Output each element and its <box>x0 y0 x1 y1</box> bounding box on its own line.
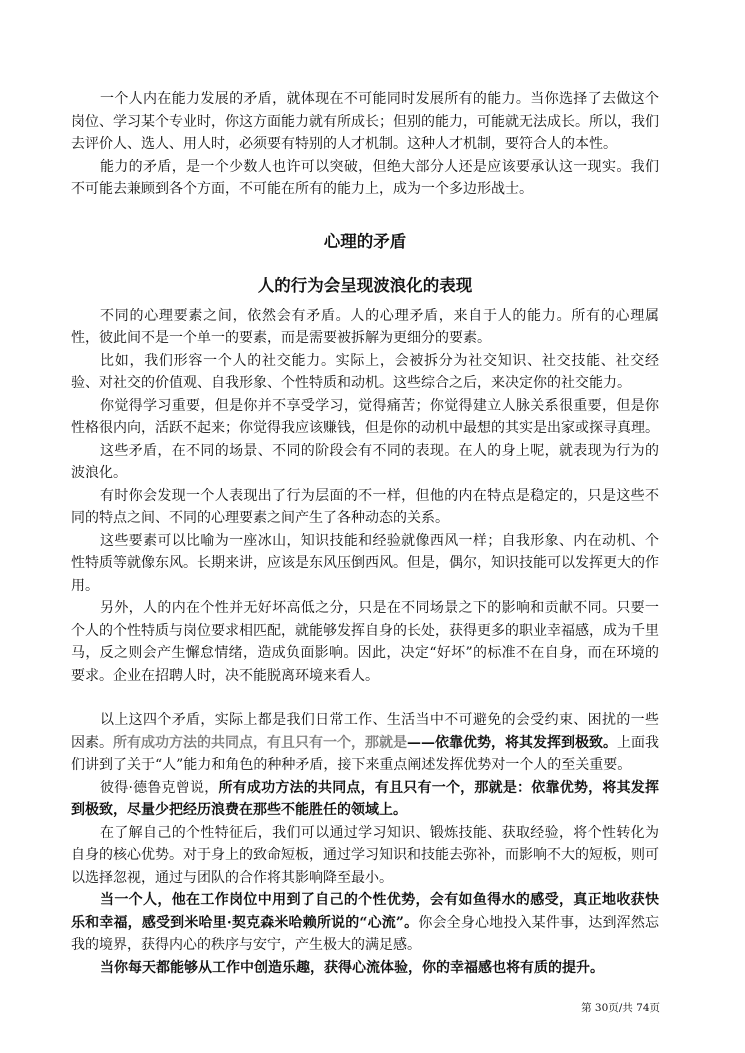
paragraph <box>71 709 659 777</box>
paragraph <box>71 889 659 957</box>
highlight-text: 所有成功方法的共同点，有且只有一个，那就是 <box>113 734 407 751</box>
paragraph <box>71 957 659 980</box>
bold-text: 当一个人，他在工作岗位中用到了自己的个性优势，会有如鱼得水的感受，真正地收获快乐和幸福，感受到米哈里·契克森米哈赖所说的“心流”。 <box>71 892 659 931</box>
document-body <box>71 88 659 979</box>
subsection-heading: 人的行为会呈现波浪化的表现 <box>257 275 473 295</box>
paragraph: 不同的心理要素之间，依然会有矛盾。人的心理矛盾，来自于人的能力。所有的心理属性，彼此间不是一个单一的要素，而是需要被拆解为更细分的要素。 <box>71 307 659 346</box>
text-run: 彼得·德鲁克曾说， <box>100 779 219 796</box>
paragraph: 这些要素可以比喻为一座冰山，知识技能和经验就像西风一样；自我形象、内在动机、个性特质等就像东风。长期来讲，应该是东风压倒西风。但是，偶尔，知识技能可以发挥更大的作用。 <box>71 532 659 594</box>
text-run: 以上这四个矛盾，实际上都是我们日常工作、生活当中不可避免的会受约束、困扰的一些因素。 <box>71 712 659 751</box>
paragraph: 你觉得学习重要，但是你并不享受学习，觉得痛苦；你觉得建立人脉关系很重要，但是你性格很内向，活跃不起来；你觉得我应该赚钱，但是你的动机中最想的其实是出家或探寻真理。 <box>71 397 659 436</box>
page-number: 第 30页/共 74页 <box>581 1002 660 1014</box>
paragraph: 另外，人的内在个性并无好坏高低之分，只是在不同场景之下的影响和贡献不同。只要一个人的个性特质与岗位要求相匹配，就能够发挥自身的长处，获得更多的职业幸福感，成为千里马，反之则会产生懈怠情绪，造成负面影响。因此，决定“好坏”的标准不在自身，而在环境的要求。企业在招聘人时，决不能脱离环境来看人。 <box>71 600 659 684</box>
paragraph: 一个人内在能力发展的矛盾，就体现在不可能同时发展所有的能力。当你选择了去做这个岗位、学习某个专业时，你这方面能力就有所成长；但别的能力，可能就无法成长。所以，我们去评价人、选人、用人时，必须要有特别的人才机制。这种人才机制，要符合人的本性。 <box>71 91 659 152</box>
paragraph: 有时你会发现一个人表现出了行为层面的不一样，但他的内在特点是稳定的，只是这些不同的特点之间、不同的心理要素之间产生了各种动态的关系。 <box>71 487 659 526</box>
paragraph <box>71 777 659 822</box>
paragraph: 这些矛盾，在不同的场景、不同的阶段会有不同的表现。在人的身上呢，就表现为行为的波浪化。 <box>71 442 659 481</box>
text-run: 你会全身心地投入某件事，达到浑然忘我的境界，获得内心的秩序与安宁，产生极大的满足感。 <box>71 914 659 953</box>
paragraph: 能力的矛盾，是一个少数人也许可以突破，但绝大部分人还是应该要承认这一现实。我们不可能去兼顾到各个方面，不可能在所有的能力上，成为一个多边形战士。 <box>71 158 659 197</box>
text-run: 上面我们讲到了关于“人”能力和角色的种种矛盾，接下来重点阐述发挥优势对一个人的至关重要。 <box>71 734 659 773</box>
bold-text: 所有成功方法的共同点，有且只有一个，那就是：依靠优势，将其发挥到极致，尽量少把经历浪费在那些不能胜任的领域上。 <box>71 779 660 818</box>
section-heading: 心理的矛盾 <box>323 231 407 251</box>
paragraph: 比如，我们形容一个人的社交能力。实际上，会被拆分为社交知识、社交技能、社交经验、对社交的价值观、自我形象、个性特质和动机。这些综合之后，来决定你的社交能力。 <box>71 352 659 391</box>
paragraph: 在了解自己的个性特征后，我们可以通过学习知识、锻炼技能、获取经验，将个性转化为自身的核心优势。对于身上的致命短板，通过学习知识和技能去弥补，而影响不大的短板，则可以选择忽视，通过与团队的合作将其影响降至最小。 <box>71 824 659 886</box>
bold-text: ——依靠优势，将其发挥到极致。 <box>407 734 617 751</box>
bold-text: 当你每天都能够从工作中创造乐趣，获得心流体验，你的幸福感也将有质的提升。 <box>100 959 604 976</box>
